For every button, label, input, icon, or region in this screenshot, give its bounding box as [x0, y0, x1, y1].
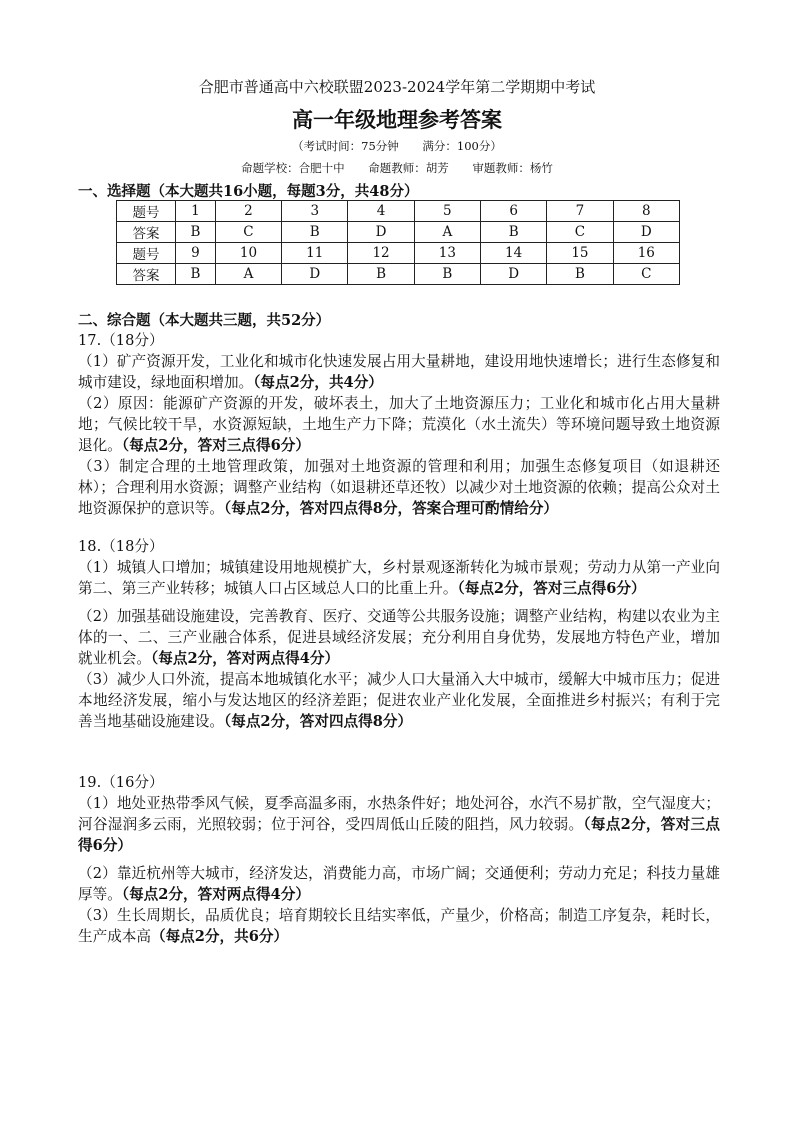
- score-note: （每点2分，答对三点得6分）: [121, 437, 310, 454]
- answer-cell: C: [215, 222, 281, 243]
- reviewer-teacher: 审题教师：杨竹: [472, 161, 553, 175]
- question-title: 19.（16分）: [78, 774, 164, 791]
- full-score: 满分：100分）: [422, 139, 502, 153]
- answer-cell: B: [348, 264, 414, 285]
- table-row: [117, 243, 680, 264]
- answer-paragraph: （3）减少人口外流，提高本地城镇化水平；减少人口大量涌入大中城市，缓解大中城市压力；促进本地经济发展，缩小与发达地区的经济差距；促进农业产业化发展，全面推进乡村振兴；有利于完善当地基础设施建设。（每点2分，答对四点得8分）: [78, 671, 720, 730]
- section-heading-comprehensive: 二、综合题（本大题共三题，共52分）: [78, 312, 331, 329]
- answer-cell: B: [481, 222, 547, 243]
- answer-paragraph: （2）加强基础设施建设，完善教育、医疗、交通等公共服务设施；调整产业结构，构建以农业为主体的一、二、三产业融合体系，促进县域经济发展；充分利用自身优势，发展地方特色产业，增加就业机会。（每点2分，答对两点得4分）: [78, 608, 720, 667]
- question-title: 17.（18分）: [78, 332, 164, 349]
- setter-school: 命题学校：合肥十中: [241, 161, 345, 175]
- question-number: 11: [282, 243, 348, 264]
- answer-cell: B: [547, 264, 613, 285]
- question-title: 18.（18分）: [78, 538, 164, 555]
- score-note: （每点2分，答对四点得8分，答案合理可酌情给分）: [223, 500, 559, 517]
- question-number: 15: [547, 243, 613, 264]
- answer-paragraph: （2）原因：能源矿产资源的开发，破坏表土，加大了土地资源压力；工业化和城市化占用大量耕地；气候比较干旱，水资源短缺，土地生产力下降；荒漠化（水土流失）等环境问题导致土地资源退化。（每点2分，答对三点得6分）: [78, 395, 720, 454]
- question-number: 2: [215, 201, 281, 222]
- answer-cell: B: [414, 264, 480, 285]
- answer-cell: B: [282, 222, 348, 243]
- question-number: 13: [414, 243, 480, 264]
- section-heading-choice: 一、选择题（本大题共16小题，每题3分，共48分）: [78, 183, 419, 200]
- answer-cell: D: [613, 222, 679, 243]
- question-number: 5: [414, 201, 480, 222]
- question-number: 4: [348, 201, 414, 222]
- score-note: （每点2分，答对两点得4分）: [150, 650, 340, 667]
- row-label: 题号: [117, 243, 176, 264]
- author-meta: [0, 160, 794, 176]
- question-19: [78, 772, 720, 947]
- score-note: （每点2分，答对三点得6分）: [78, 816, 720, 854]
- score-note: （每点2分，共6分）: [150, 928, 289, 945]
- row-label: 答案: [117, 264, 176, 285]
- question-number: 3: [282, 201, 348, 222]
- table-row: [117, 201, 680, 222]
- exam-meta: [0, 138, 794, 154]
- question-number: 16: [613, 243, 679, 264]
- answer-cell: D: [348, 222, 414, 243]
- score-note: （每点2分，答对两点得4分）: [121, 886, 310, 903]
- question-17: [78, 330, 720, 519]
- question-number: 1: [176, 201, 216, 222]
- row-label: 题号: [117, 201, 176, 222]
- question-number: 12: [348, 243, 414, 264]
- score-note: （每点2分，答对四点得8分）: [223, 713, 413, 730]
- table-row: [117, 222, 680, 243]
- question-number: 14: [481, 243, 547, 264]
- answer-paragraph: （1）地处亚热带季风气候，夏季高温多雨，水热条件好；地处河谷，水汽不易扩散，空气湿度大；河谷湿润多云雨，光照较弱；位于河谷，受四周低山丘陵的阻挡，风力较弱。（每点2分，答对三点得6分）: [78, 795, 720, 854]
- subject-title: 高一年级地理参考答案: [292, 107, 502, 132]
- choice-answer-table: [116, 200, 680, 285]
- answer-cell: A: [215, 264, 281, 285]
- score-note: （每点2分，答对三点得6分）: [457, 580, 646, 597]
- setter-teacher: 命题教师：胡芳: [368, 161, 449, 175]
- question-number: 9: [176, 243, 216, 264]
- answer-paragraph: （1）城镇人口增加；城镇建设用地规模扩大，乡村景观逐渐转化为城市景观；劳动力从第一产业向第二、第三产业转移；城镇人口占区域总人口的比重上升。（每点2分，答对三点得6分）: [78, 559, 720, 597]
- answer-cell: C: [613, 264, 679, 285]
- row-label: 答案: [117, 222, 176, 243]
- answer-cell: A: [414, 222, 480, 243]
- table-row: [117, 264, 680, 285]
- answer-cell: B: [176, 264, 216, 285]
- answer-paragraph: （1）矿产资源开发，工业化和城市化快速发展占用大量耕地，建设用地快速增长；进行生态修复和城市建设，绿地面积增加。（每点2分，共4分）: [78, 353, 720, 391]
- exam-time: （考试时间：75分钟: [292, 139, 399, 153]
- question-number: 10: [215, 243, 281, 264]
- question-number: 7: [547, 201, 613, 222]
- answer-cell: D: [282, 264, 348, 285]
- answer-cell: D: [481, 264, 547, 285]
- score-note: （每点2分，共4分）: [253, 374, 383, 391]
- question-number: 6: [481, 201, 547, 222]
- exam-title: 合肥市普通高中六校联盟2023-2024学年第二学期期中考试: [198, 78, 596, 96]
- answer-paragraph: （2）靠近杭州等大城市，经济发达，消费能力高，市场广阔；交通便利；劳动力充足；科技力量雄厚等。（每点2分，答对两点得4分）: [78, 865, 720, 903]
- question-18: [78, 536, 720, 732]
- answer-cell: B: [176, 222, 216, 243]
- answer-cell: C: [547, 222, 613, 243]
- answer-paragraph: （3）生长周期长，品质优良；培育期较长且结实率低，产量少，价格高；制造工序复杂，耗时长，生产成本高（每点2分，共6分）: [78, 907, 720, 945]
- answer-paragraph: （3）制定合理的土地管理政策，加强对土地资源的管理和利用；加强生态修复项目（如退耕还林）；合理利用水资源；调整产业结构（如退耕还草还牧）以减少对土地资源的依赖；提高公众对土地资源保护的意识等。（每点2分，答对四点得8分，答案合理可酌情给分）: [78, 458, 720, 517]
- question-number: 8: [613, 201, 679, 222]
